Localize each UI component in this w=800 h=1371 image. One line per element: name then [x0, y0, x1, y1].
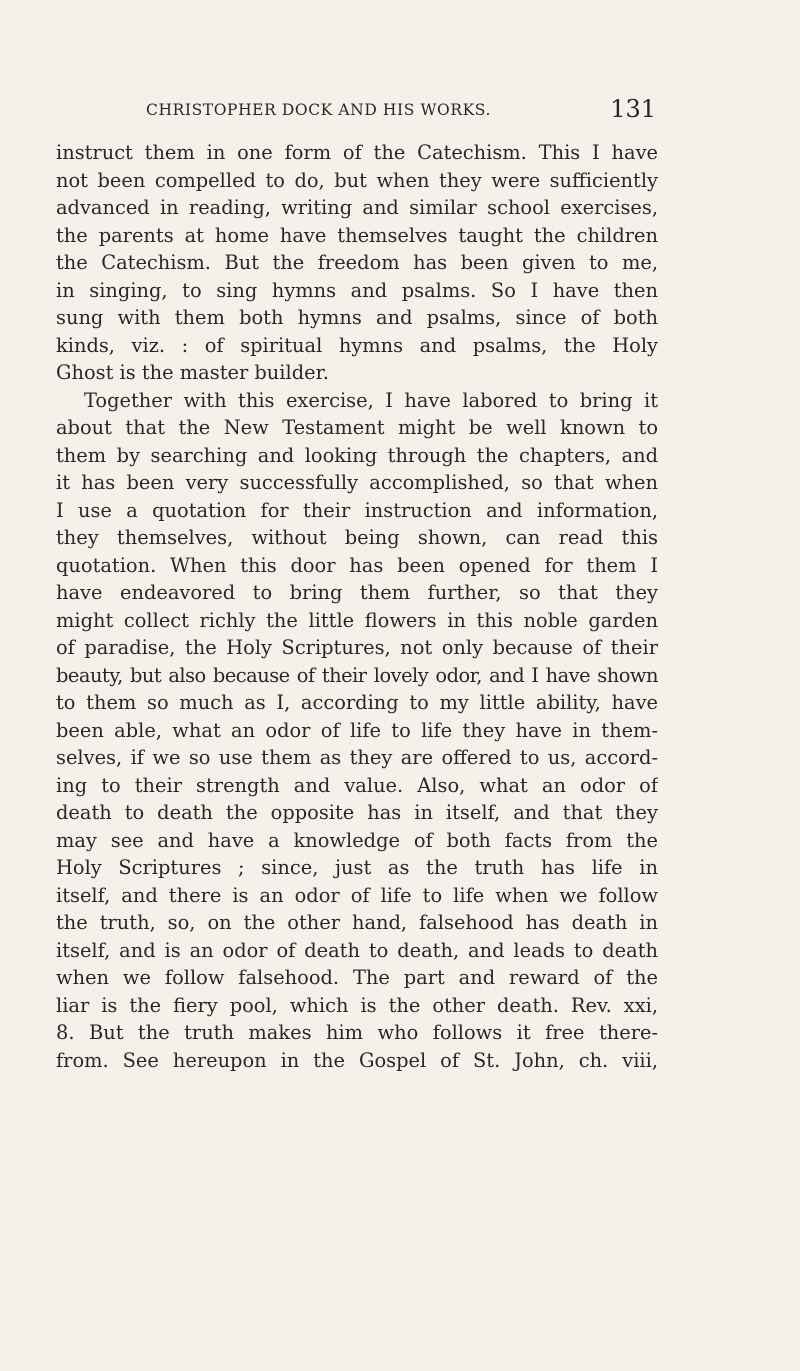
text-line: about that the New Testament might be well known to [56, 416, 658, 439]
text-line: them by searching and looking through the chapters, and [56, 443, 658, 467]
text-line: instruct them in one form of the Catechism. This I have [56, 141, 658, 164]
running-title: CHRISTOPHER DOCK AND HIS WORKS. [146, 101, 491, 119]
body-text [56, 139, 658, 1074]
page-number: 131 [610, 95, 656, 123]
text-line: beauty, but also because of their lovely odor, and I have shown [56, 663, 658, 687]
text-line: have endeavored to bring them further, so that they [56, 581, 658, 604]
text-line: itself, and there is an odor of life to life when we follow [56, 883, 658, 907]
text-line: the truth, so, on the other hand, falsehood has death in [56, 911, 658, 934]
text-line: they themselves, without being shown, can read this [56, 526, 658, 549]
text-line: I use a quotation for their instruction and information, [56, 498, 658, 522]
text-line: 8. But the truth makes him who follows it free there- [56, 1021, 658, 1044]
text-line: death to death the opposite has in itself, and that they [56, 801, 658, 824]
text-line: Ghost is the master builder. [56, 361, 329, 384]
text-line: liar is the fiery pool, which is the other death. Rev. xxi, [56, 993, 658, 1017]
text-line: Together with this exercise, I have labored to bring it [84, 388, 658, 412]
text-line: the parents at home have themselves taught the children [56, 223, 658, 247]
text-line: itself, and is an odor of death to death, and leads to death [56, 938, 658, 962]
text-line: advanced in reading, writing and similar school exercises, [56, 196, 658, 219]
text-line: may see and have a knowledge of both facts from the [56, 828, 658, 852]
text-line: been able, what an odor of life to life they have in them- [56, 718, 658, 742]
text-line: kinds, viz. : of spiritual hymns and psalms, the Holy [56, 333, 658, 357]
text-line: of paradise, the Holy Scriptures, not only because of their [56, 636, 658, 659]
text-line: not been compelled to do, but when they were sufficiently [56, 168, 658, 192]
text-line: the Catechism. But the freedom has been given to me, [56, 251, 658, 274]
text-line: might collect richly the little flowers in this noble garden [56, 608, 658, 632]
text-line: it has been very successfully accomplished, so that when [56, 471, 658, 494]
running-head [146, 95, 656, 131]
text-line: ing to their strength and value. Also, what an odor of [56, 773, 658, 797]
text-line: quotation. When this door has been opened for them I [56, 553, 658, 577]
text-line: sung with them both hymns and psalms, since of both [56, 306, 658, 329]
text-line: Holy Scriptures ; since, just as the truth has life in [56, 856, 658, 879]
text-line: selves, if we so use them as they are offered to us, accord- [56, 746, 658, 769]
text-line: from. See hereupon in the Gospel of St. John, ch. viii, [56, 1048, 658, 1072]
text-line: in singing, to sing hymns and psalms. So I have then [56, 278, 658, 302]
text-line: to them so much as I, according to my little ability, have [56, 691, 658, 714]
text-line: when we follow falsehood. The part and reward of the [56, 966, 658, 989]
